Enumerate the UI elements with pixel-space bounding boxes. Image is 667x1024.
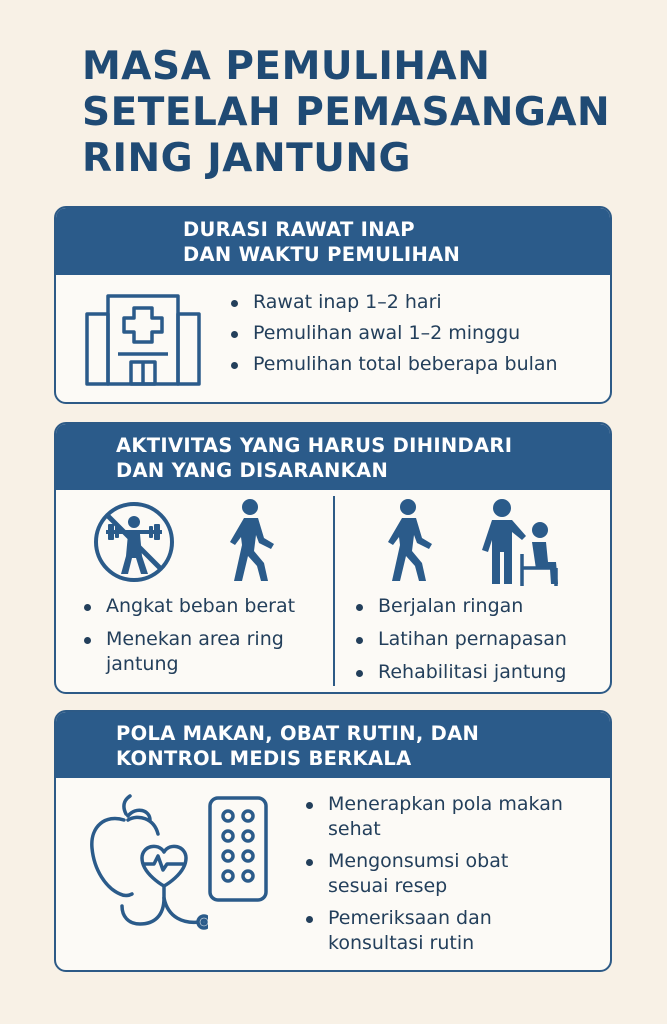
card-activities-header [56,424,610,490]
hospital-icon [84,292,202,388]
list-item [304,849,563,899]
card-diet-medication-heading-2: KONTROL MEDIS BERKALA [116,747,412,770]
card-stay-duration-heading-2: DAN WAKTU PEMULIHAN [183,243,461,266]
card-activities [54,422,612,694]
avoid-list [82,594,295,677]
stay-duration-list [229,290,558,377]
list-item-line: jantung [106,653,179,675]
list-item: Berjalan ringan [354,594,567,619]
diet-medication-list [304,792,563,956]
list-item [304,792,563,842]
pill-pack-icon [206,796,270,904]
list-item-line: Mengonsumsi obat [328,850,509,872]
card-diet-medication [54,710,612,972]
card-stay-duration-header [56,208,610,275]
recommend-list [354,594,567,685]
list-item-line: sehat [328,818,381,840]
list-item: Latihan pernapasan [354,627,567,652]
apple-heart-stethoscope-icon [88,794,208,944]
list-item-line: konsultasi rutin [328,932,475,954]
list-item-line: Menerapkan pola makan [328,793,563,815]
card-stay-duration [54,206,612,404]
page-title [82,44,652,182]
no-weightlifting-icon [92,500,176,584]
list-item: Rawat inap 1–2 hari [229,290,558,315]
list-item [304,906,563,956]
list-item-line: Pemeriksaan dan [328,907,492,929]
list-item: Pemulihan total beberapa bulan [229,352,558,377]
card-diet-medication-header [56,712,610,778]
walking-person-icon [376,498,436,586]
list-item-line: Menekan area ring [106,628,284,650]
title-line-2: SETELAH PEMASANGAN [82,90,611,135]
card-stay-duration-heading-1: DURASI RAWAT INAP [183,218,415,241]
walking-person-icon [218,498,278,586]
caregiver-assist-icon [482,498,564,588]
card-diet-medication-heading-1: POLA MAKAN, OBAT RUTIN, DAN [116,722,480,745]
list-item [82,627,295,677]
title-line-3: RING JANTUNG [82,136,412,181]
card-activities-heading-2: DAN YANG DISARANKAN [116,459,389,482]
list-item: Angkat beban berat [82,594,295,619]
list-item-line: sesuai resep [328,875,448,897]
activities-divider [333,496,335,686]
card-activities-heading-1: AKTIVITAS YANG HARUS DIHINDARI [116,434,513,457]
title-line-1: MASA PEMULIHAN [82,44,491,89]
list-item: Rehabilitasi jantung [354,660,567,685]
list-item: Pemulihan awal 1–2 minggu [229,321,558,346]
